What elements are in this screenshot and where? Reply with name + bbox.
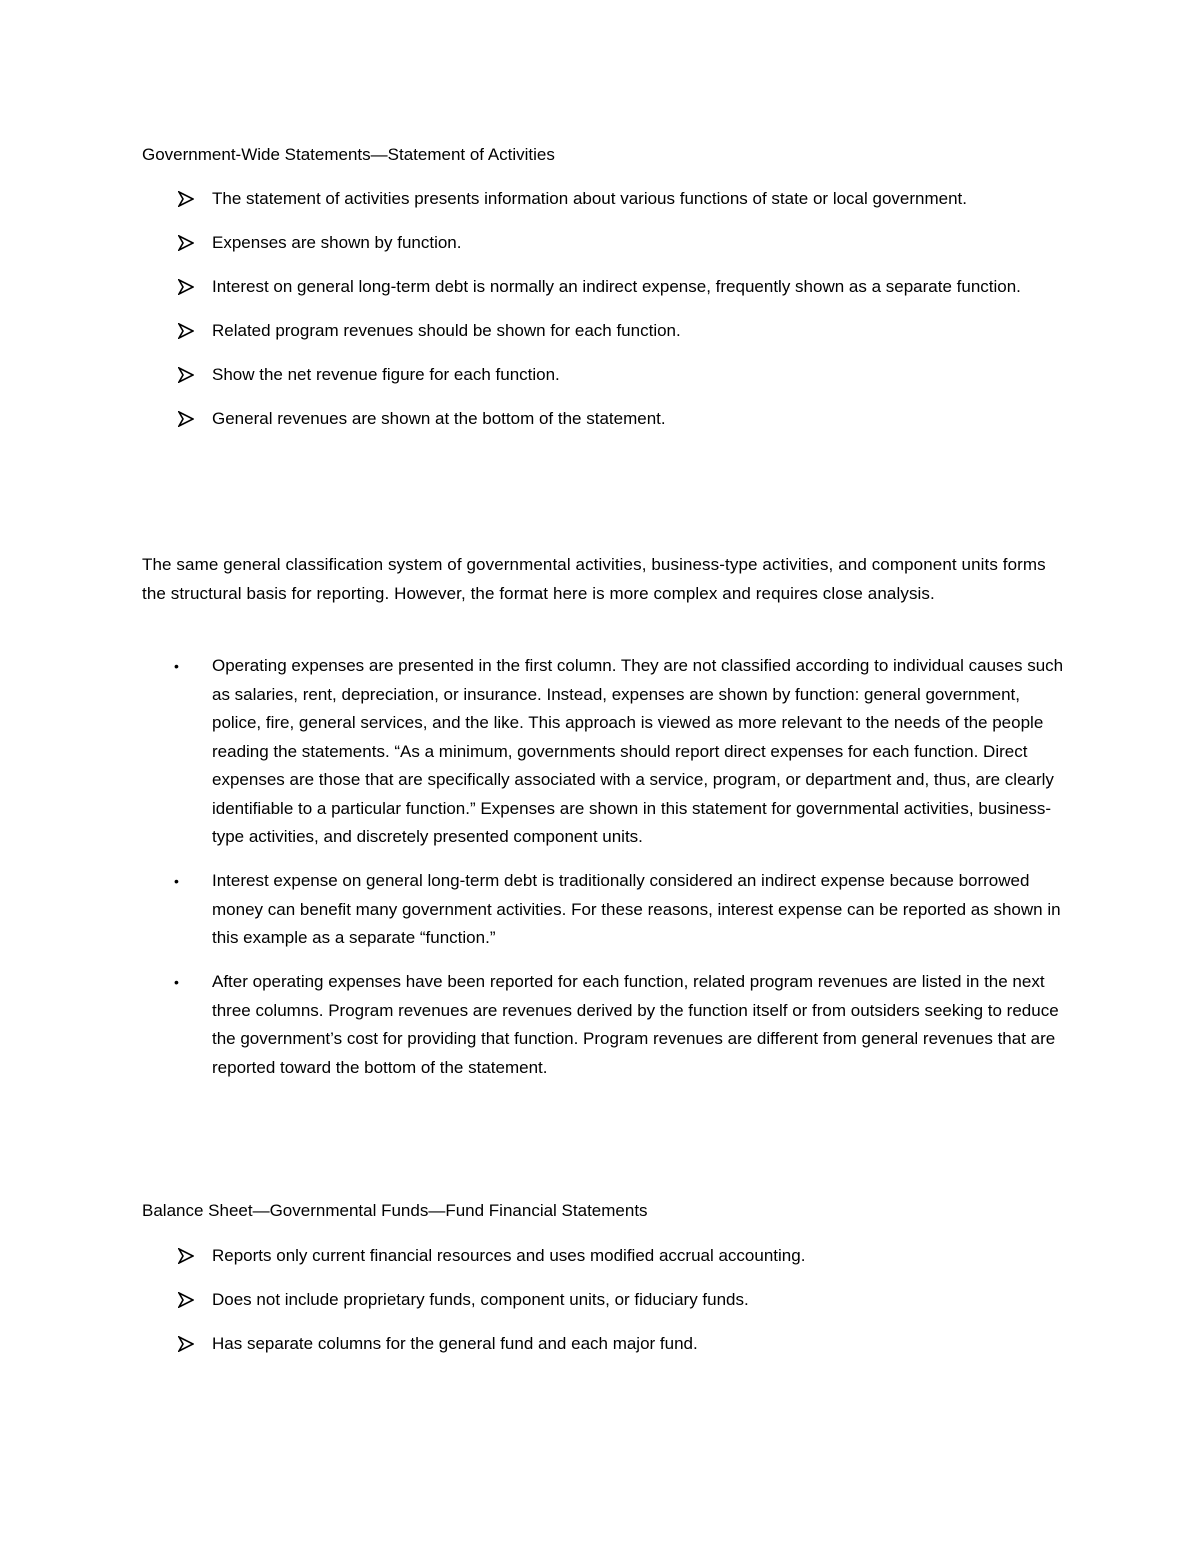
activities-list	[142, 185, 1072, 449]
list-item-text: Interest expense on general long-term debt is traditionally considered an indirect expense because borrowed money can benefit many government activities. For these reasons, interest expense can be reported as shown in this example as a separate “function.”	[212, 871, 1061, 947]
arrow-bullet-icon	[178, 191, 194, 207]
section-heading-balance-sheet: Balance Sheet—Governmental Funds—Fund Financial Statements	[142, 1201, 648, 1220]
list-item	[142, 968, 1072, 1082]
arrow-bullet-icon	[178, 1248, 194, 1264]
list-item-text: Operating expenses are presented in the first column. They are not classified according to individual causes such as salaries, rent, depreciation, or insurance. Instead, expenses are shown by function: general government, police, fire, general services, and the like. This approach is viewed as more relevant to the needs of the people reading the statements. “As a minimum, governments should report direct expenses for each function. Direct expenses are those that are specifically associated with a service, program, or department and, thus, are clearly identifiable to a particular function.” Expenses are shown in this statement for governmental activities, business-type activities, and discretely presented component units.	[212, 656, 1064, 846]
list-item	[142, 1330, 1072, 1359]
list-item	[142, 361, 1072, 390]
arrow-bullet-icon	[178, 1292, 194, 1308]
list-item-text: Show the net revenue figure for each function.	[212, 365, 560, 384]
arrow-bullet-icon	[178, 279, 194, 295]
arrow-bullet-icon	[178, 323, 194, 339]
arrow-bullet-icon	[178, 367, 194, 383]
list-item	[142, 1286, 1072, 1315]
list-item	[142, 652, 1072, 852]
list-item	[142, 1242, 1072, 1271]
details-list	[142, 652, 1072, 1098]
list-item	[142, 273, 1072, 302]
list-item-text: Does not include proprietary funds, component units, or fiduciary funds.	[212, 1290, 749, 1309]
list-item-text: Interest on general long-term debt is normally an indirect expense, frequently shown as a separate function.	[212, 277, 1021, 296]
dot-bullet-icon: •	[174, 873, 179, 889]
intro-paragraph: The same general classification system of governmental activities, business-type activities, and component units forms the structural basis for reporting. However, the format here is more complex and requires close analysis.	[142, 555, 1046, 603]
list-item-text: Reports only current financial resources and uses modified accrual accounting.	[212, 1246, 806, 1265]
list-item-text: Has separate columns for the general fund and each major fund.	[212, 1334, 698, 1353]
section-heading-activities: Government-Wide Statements—Statement of Activities	[142, 145, 555, 164]
list-item-text: The statement of activities presents information about various functions of state or local government.	[212, 189, 967, 208]
list-item-text: Related program revenues should be shown for each function.	[212, 321, 681, 340]
arrow-bullet-icon	[178, 1336, 194, 1352]
list-item	[142, 185, 1072, 214]
list-item	[142, 317, 1072, 346]
arrow-bullet-icon	[178, 235, 194, 251]
list-item	[142, 229, 1072, 258]
list-item	[142, 867, 1072, 953]
arrow-bullet-icon	[178, 411, 194, 427]
list-item-text: Expenses are shown by function.	[212, 233, 462, 252]
dot-bullet-icon: •	[174, 658, 179, 674]
list-item	[142, 405, 1072, 434]
dot-bullet-icon: •	[174, 974, 179, 990]
list-item-text: After operating expenses have been reported for each function, related program revenues are listed in the next three columns. Program revenues are revenues derived by the function itself or from outsiders seeking to reduce the government’s cost for providing that function. Program revenues are different from general revenues that are reported toward the bottom of the statement.	[212, 972, 1059, 1077]
balance-sheet-list	[142, 1242, 1072, 1374]
list-item-text: General revenues are shown at the bottom of the statement.	[212, 409, 666, 428]
